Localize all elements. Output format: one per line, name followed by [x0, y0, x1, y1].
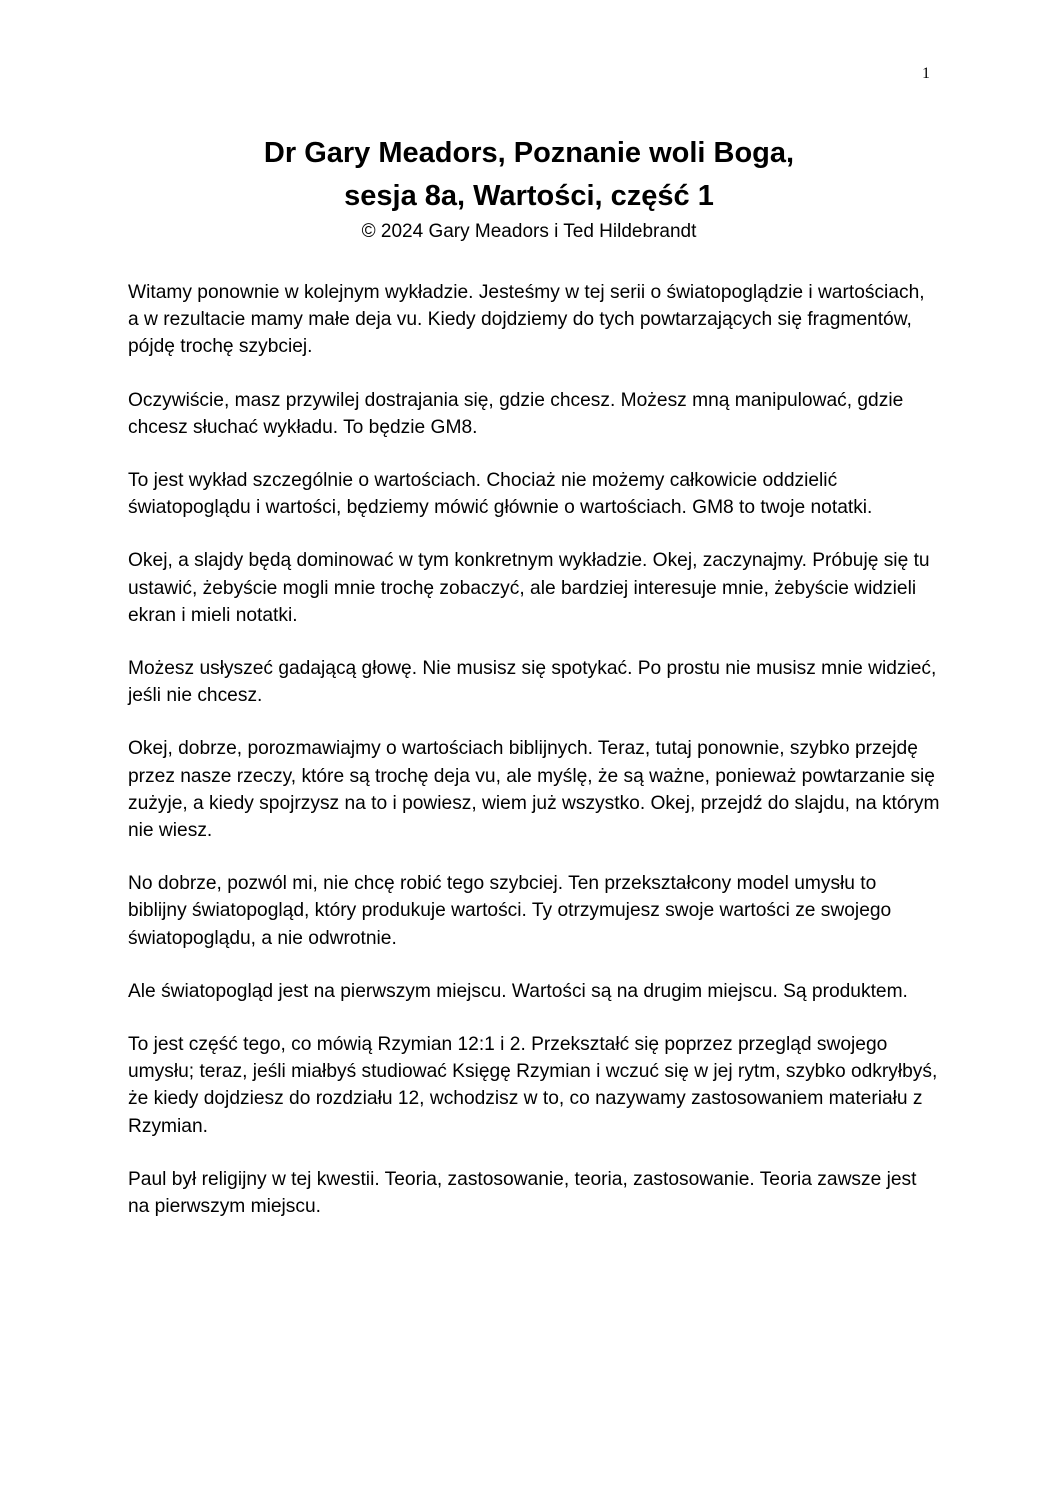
paragraph: To jest wykład szczególnie o wartościach. Chociaż nie możemy całkowicie oddzielić światopoglądu i wartości, będziemy mówić głównie o wartościach. GM8 to twoje notatki. — [128, 470, 873, 519]
document-title-line-1: Dr Gary Meadors, Poznanie woli Boga, — [263, 137, 795, 169]
copyright-line: © 2024 Gary Meadors i Ted Hildebrandt — [361, 221, 697, 242]
paragraph: Okej, dobrze, porozmawiajmy o wartościach biblijnych. Teraz, tutaj ponownie, szybko przejdę przez nasze rzeczy, które są trochę deja vu, ale myślę, że są ważne, ponieważ powtarzanie się zużyje, a kiedy spojrzysz na to i powiesz, wiem już wszystko. Okej, przejdź do slajdu, na którym nie wiesz. — [128, 738, 940, 842]
paragraph: Możesz usłyszeć gadającą głowę. Nie musisz się spotykać. Po prostu nie musisz mnie widzieć, jeśli nie chcesz. — [128, 658, 937, 707]
paragraph: Okej, a slajdy będą dominować w tym konkretnym wykładzie. Okej, zaczynajmy. Próbuję się tu ustawić, żebyście mogli mnie trochę zobaczyć, ale bardziej interesuje mnie, żebyście widzieli ekran i mieli notatki. — [128, 550, 930, 626]
page-number: 1 — [922, 65, 930, 82]
document-body — [128, 279, 940, 1246]
paragraph: Ale światopogląd jest na pierwszym miejscu. Wartości są na drugim miejscu. Są produktem. — [128, 980, 908, 1002]
paragraph: Witamy ponownie w kolejnym wykładzie. Jesteśmy w tej serii o światopoglądzie i wartościach, a w rezultacie mamy małe deja vu. Kiedy dojdziemy do tych powtarzających się fragmentów, pójdę trochę szybciej. — [128, 282, 925, 358]
title-block — [0, 132, 1058, 245]
paragraph: Paul był religijny w tej kwestii. Teoria, zastosowanie, teoria, zastosowanie. Teoria zawsze jest na pierwszym miejscu. — [128, 1168, 917, 1218]
paragraph: To jest część tego, co mówią Rzymian 12:1 i 2. Przekształć się poprzez przegląd swojego umysłu; teraz, jeśli miałbyś studiować Księgę Rzymian i wczuć się w jej rytm, szybko odkryłbyś, że kiedy dojdziesz do rozdziału 12, wchodzisz w to, co nazywamy zastosowaniem materiału z Rzymian. — [128, 1034, 938, 1137]
paragraph: Oczywiście, masz przywilej dostrajania się, gdzie chcesz. Możesz mną manipulować, gdzie chcesz słuchać wykładu. To będzie GM8. — [128, 389, 904, 438]
document-title-line-2: sesja 8a, Wartości, część 1 — [344, 180, 714, 212]
paragraph: No dobrze, pozwól mi, nie chcę robić tego szybciej. Ten przekształcony model umysłu to biblijny światopogląd, który produkuje wartości. Ty otrzymujesz swoje wartości ze swojego światopoglądu, a nie odwrotnie. — [128, 873, 892, 949]
